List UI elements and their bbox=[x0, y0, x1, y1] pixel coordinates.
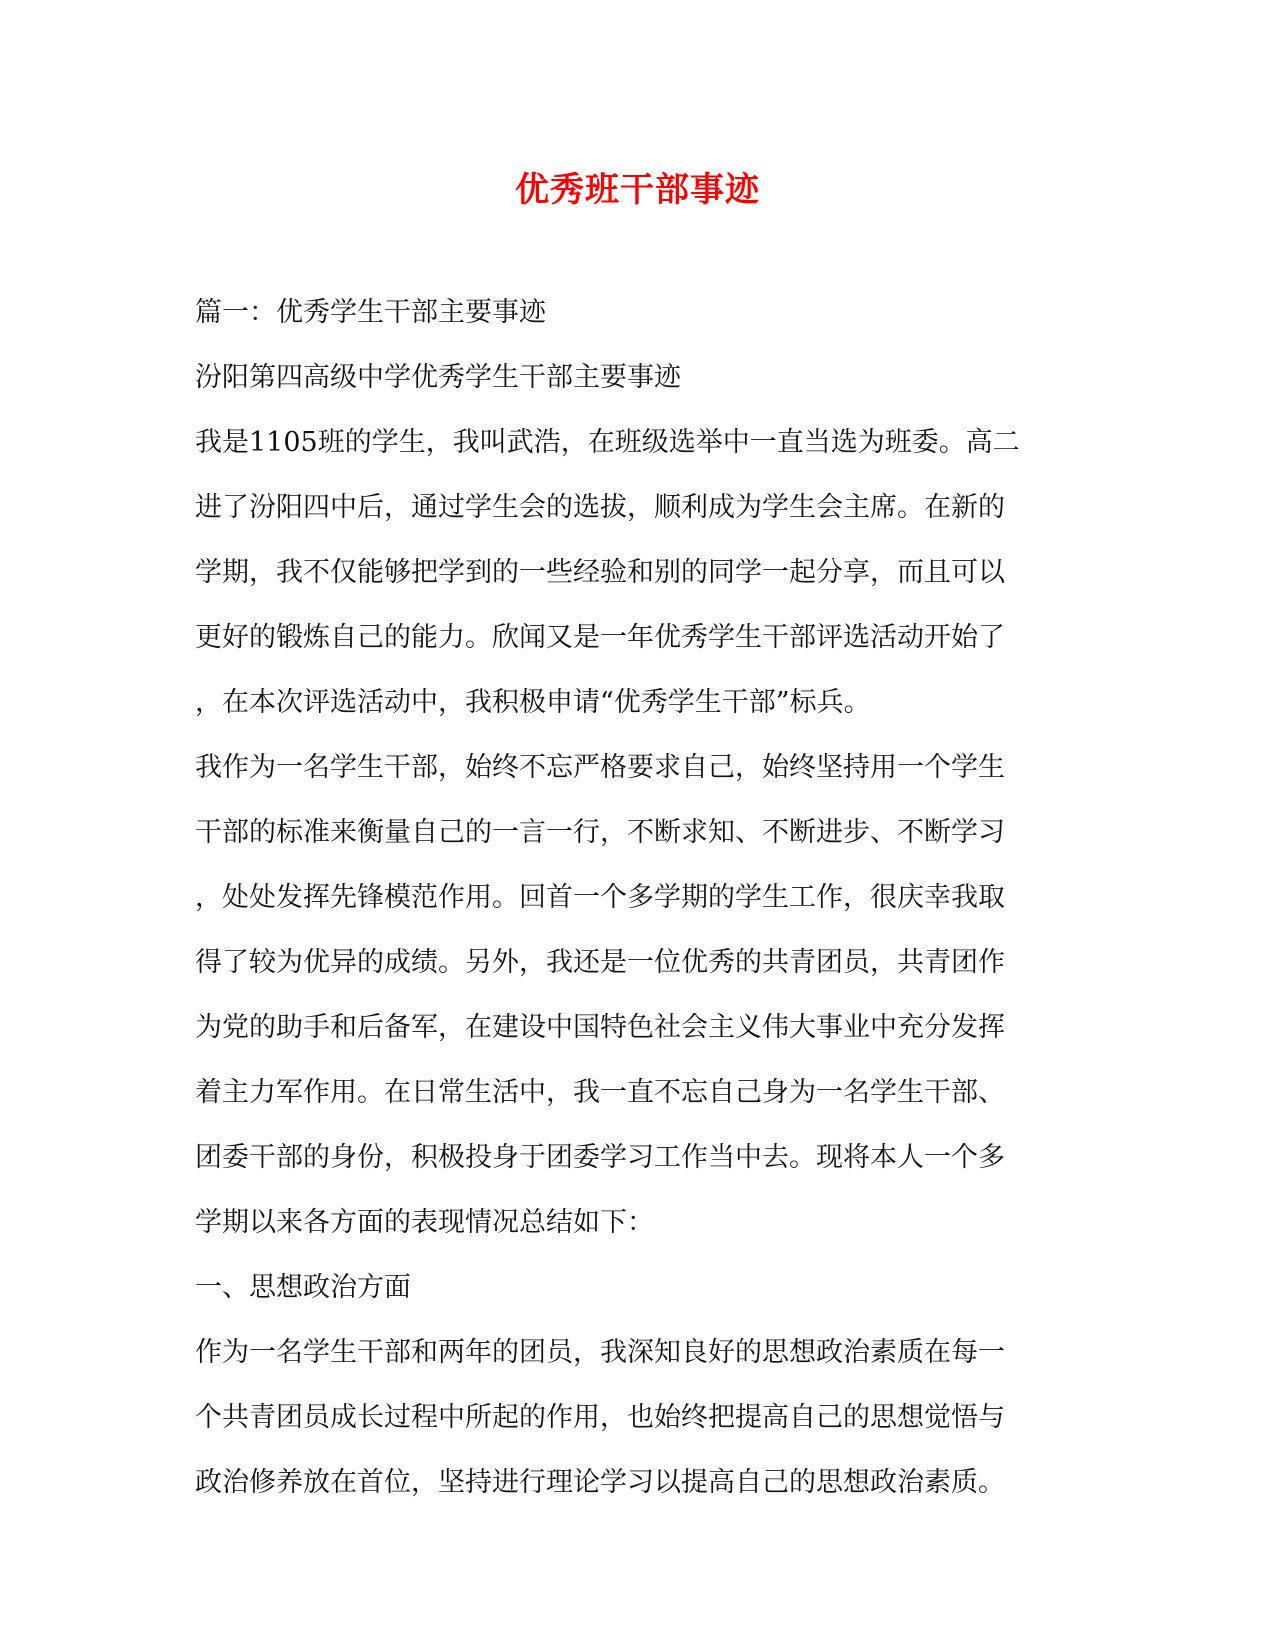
text-line: 着主力军作用。在日常生活中，我一直不忘自己身为一名学生干部、 bbox=[195, 1077, 1005, 1108]
text-line: 学期，我不仅能够把学到的一些经验和别的同学一起分享，而且可以 bbox=[195, 557, 1005, 588]
text-line: 得了较为优异的成绩。另外，我还是一位优秀的共青团员，共青团作 bbox=[195, 947, 1005, 978]
text-line: 汾阳第四高级中学优秀学生干部主要事迹 bbox=[195, 362, 681, 393]
text-line: 作为一名学生干部和两年的团员，我深知良好的思想政治素质在每一 bbox=[195, 1337, 1005, 1368]
text-line: 一、思想政治方面 bbox=[195, 1272, 411, 1303]
text-line: 为党的助手和后备军，在建设中国特色社会主义伟大事业中充分发挥 bbox=[195, 1012, 1005, 1043]
document-body bbox=[195, 280, 1075, 1515]
document-title: 优秀班干部事迹 bbox=[515, 170, 760, 210]
text-line: 政治修养放在首位，坚持进行理论学习以提高自己的思想政治素质。 bbox=[195, 1467, 1005, 1498]
text-line: 个共青团员成长过程中所起的作用，也始终把提高自己的思想觉悟与 bbox=[195, 1402, 1005, 1433]
text-line: 更好的锻炼自己的能力。欣闻又是一年优秀学生干部评选活动开始了 bbox=[195, 622, 1005, 653]
text-line: 团委干部的身份，积极投身于团委学习工作当中去。现将本人一个多 bbox=[195, 1142, 1005, 1173]
text-line: 我是1105班的学生，我叫武浩，在班级选举中一直当选为班委。高二 bbox=[195, 427, 1020, 458]
text-line: 篇一：优秀学生干部主要事迹 bbox=[195, 297, 546, 328]
text-line: 干部的标准来衡量自己的一言一行，不断求知、不断进步、不断学习 bbox=[195, 817, 1005, 848]
text-line: 学期以来各方面的表现情况总结如下： bbox=[195, 1207, 654, 1238]
text-line: ，在本次评选活动中，我积极申请“优秀学生干部”标兵。 bbox=[195, 687, 871, 718]
text-line: 进了汾阳四中后，通过学生会的选拔，顺利成为学生会主席。在新的 bbox=[195, 492, 1005, 523]
text-line: 我作为一名学生干部，始终不忘严格要求自己，始终坚持用一个学生 bbox=[195, 752, 1005, 783]
text-line: ，处处发挥先锋模范作用。回首一个多学期的学生工作，很庆幸我取 bbox=[195, 882, 1005, 913]
